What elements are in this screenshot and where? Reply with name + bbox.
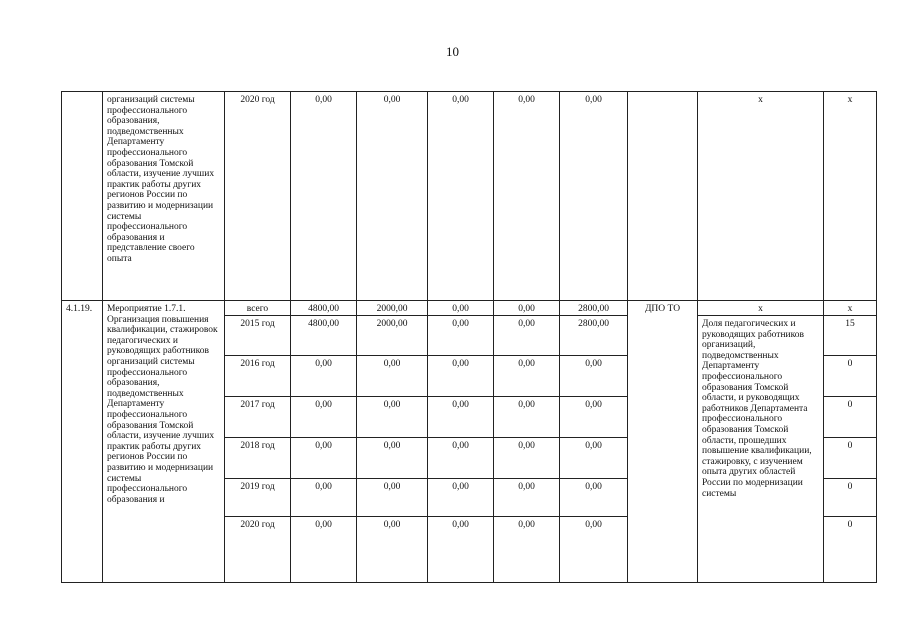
- target-value-cell: x: [824, 92, 877, 301]
- target-value-cell: 0: [824, 356, 877, 397]
- amount-cell: 0,00: [560, 438, 628, 479]
- target-value-cell: 0: [824, 517, 877, 583]
- amount-cell: 0,00: [560, 356, 628, 397]
- year-cell: 2020 год: [225, 92, 291, 301]
- amount-cell: 0,00: [291, 479, 357, 517]
- activity-description-cell: Мероприятие 1.7.1. Организация повышения квалификации, стажировок педагогических и руководящих работников организаций системы профессионального образования, подведомственных Департаменту профессионального образования Томской области, изучение лучших практик работы других регионов России по развитию и модернизации системы профессионального образования и: [103, 301, 225, 583]
- target-value-cell: 15: [824, 316, 877, 356]
- year-cell: 2018 год: [225, 438, 291, 479]
- amount-cell: 0,00: [494, 301, 560, 316]
- amount-cell: 2800,00: [560, 316, 628, 356]
- amount-cell: 0,00: [428, 517, 494, 583]
- table-row-continuation: [62, 92, 877, 301]
- amount-cell: 0,00: [357, 438, 428, 479]
- target-value-cell: x: [824, 301, 877, 316]
- amount-cell: 2800,00: [560, 301, 628, 316]
- amount-cell: 0,00: [428, 479, 494, 517]
- indicator-cell: x: [698, 92, 824, 301]
- amount-cell: 0,00: [428, 356, 494, 397]
- amount-cell: 0,00: [560, 517, 628, 583]
- indicator-cell: Доля педагогических и руководящих работников организаций, подведомственных Департаменту профессионального образования Томской области, и руководящих работников Департамента профессионального образования Томской области, прошедших повышение квалификации, стажировку, с изучением опыта других областей России по модернизации системы: [698, 316, 824, 583]
- amount-cell: 0,00: [291, 438, 357, 479]
- amount-cell: 4800,00: [291, 316, 357, 356]
- amount-cell: 0,00: [357, 479, 428, 517]
- amount-cell: 0,00: [560, 479, 628, 517]
- executor-cell: [628, 92, 698, 301]
- year-cell: 2015 год: [225, 316, 291, 356]
- amount-cell: 2000,00: [357, 301, 428, 316]
- year-cell: 2017 год: [225, 397, 291, 438]
- activity-description-cell: организаций системы профессионального образования, подведомственных Департаменту профессионального образования Томской области, изучение лучших практик работы других регионов России по развитию и модернизации системы профессионального образования и представление своего опыта: [103, 92, 225, 301]
- target-value-cell: 0: [824, 397, 877, 438]
- amount-cell: 0,00: [560, 397, 628, 438]
- amount-cell: 0,00: [428, 316, 494, 356]
- table-row-total: [62, 301, 877, 316]
- executor-cell: ДПО ТО: [628, 301, 698, 583]
- year-cell: всего: [225, 301, 291, 316]
- indicator-cell: x: [698, 301, 824, 316]
- amount-cell: 0,00: [494, 397, 560, 438]
- amount-cell: 0,00: [291, 517, 357, 583]
- amount-cell: 0,00: [357, 397, 428, 438]
- amount-cell: 0,00: [494, 479, 560, 517]
- row-number-cell: [62, 92, 103, 301]
- amount-cell: 4800,00: [291, 301, 357, 316]
- amount-cell: 0,00: [291, 397, 357, 438]
- amount-cell: 0,00: [428, 301, 494, 316]
- amount-cell: 0,00: [291, 92, 357, 301]
- amount-cell: 0,00: [428, 397, 494, 438]
- year-cell: 2020 год: [225, 517, 291, 583]
- amount-cell: 0,00: [357, 356, 428, 397]
- amount-cell: 0,00: [494, 316, 560, 356]
- amount-cell: 0,00: [494, 92, 560, 301]
- year-cell: 2019 год: [225, 479, 291, 517]
- amount-cell: 0,00: [560, 92, 628, 301]
- page-number: 10: [446, 44, 459, 59]
- amount-cell: 0,00: [494, 356, 560, 397]
- amount-cell: 0,00: [291, 356, 357, 397]
- amount-cell: 0,00: [428, 438, 494, 479]
- target-value-cell: 0: [824, 479, 877, 517]
- amount-cell: 0,00: [428, 92, 494, 301]
- amount-cell: 0,00: [357, 92, 428, 301]
- amount-cell: 0,00: [357, 517, 428, 583]
- amount-cell: 0,00: [494, 517, 560, 583]
- program-activities-table: [61, 91, 877, 583]
- row-number-cell: 4.1.19.: [62, 301, 103, 583]
- year-cell: 2016 год: [225, 356, 291, 397]
- target-value-cell: 0: [824, 438, 877, 479]
- amount-cell: 2000,00: [357, 316, 428, 356]
- amount-cell: 0,00: [494, 438, 560, 479]
